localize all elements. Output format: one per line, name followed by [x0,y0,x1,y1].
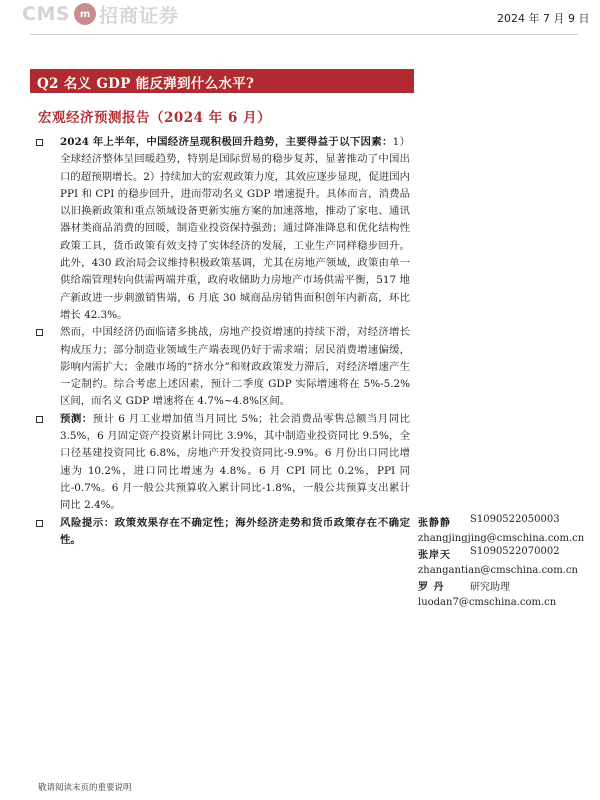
author-email: luodan7@cmschina.com.cn [418,597,557,608]
author-name: 罗 丹 [418,582,445,593]
risk-paragraph [36,515,410,550]
paragraph-text: 预计 6 月工业增加值当月同比 5%；社会消费品零售总额当月同比 3.5%，6 月固定资产投资累计同比 3.9%，其中制造业投资同比 9.5%，全口径基建投资同比 6.8%，房地产开发投资同比-9.9%。6 月份出口同比增速为 10.2%，进口同比增速为 4.8%。6 月 CPI 同比 0.2%，PPI 同比-0.7%。6 月一般公共预算收入累计同比-1.8%，一般公共预算支出累计同比 2.4%。 [60,412,410,512]
author-email: zhangjingjing@cmschina.com.cn [418,533,585,544]
paragraph-text: 1）全球经济整体呈回暖趋势，特别是国际贸易的稳步复苏，显著推动了中国出口的超预期增长。2）持续加大的宏观政策力度，其效应逐步显现，促进国内 PPI 和 CPI 的稳步回升，进而带动名义 GDP 增速提升。具体而言，消费品以旧换新政策和重点领域设备更新实施方案的加速落地，推动了家电、通讯器材类商品消费的回暖，制造业投资保持强劲；通过降准降息和优化结构性政策工具，货币政策有效支持了实体经济的发展，工业生产同样稳步回升。此外，430 政治局会议维持积极政策基调，尤其在房地产领域，政策由单一供给端管理转向供需两端并重，政府收储助力房地产市场供需平衡，517 地产新政进一步刺激销售端，6 月底 30 城商品房销售面积创年内新高，环比增长 42.3%。 [60,136,410,321]
report-subtitle: 宏观经济预测报告（2024 年 6 月） [38,110,272,126]
page-footer: 敬请阅读末页的重要说明 [38,783,132,793]
author-block-1 [418,514,584,544]
logo-cms-text: CMS [22,3,71,25]
author-id: S1090522070002 [470,546,560,557]
report-title: Q2 名义 GDP 能反弹到什么水平? [37,76,255,92]
cms-logo [22,2,179,26]
paragraph-text: 然而，中国经济仍面临诸多挑战，房地产投资增速的持续下滑，对经济增长构成压力；部分制造业领域生产端表现仍好于需求端；居民消费增速偏缓，影响内需扩大；金融市场的“挤水分”和财政政策发力滞后，对经济增速产生一定制约。综合考虑上述因素，预计二季度 GDP 实际增速将在 5%-5.2%区间，而名义 GDP 增速将在 4.7%~4.8%区间。 [60,326,410,408]
forecast-paragraph [36,411,410,515]
author-email: zhangantian@cmschina.com.cn [418,565,578,576]
paragraph-lead: 预测： [60,412,93,425]
author-block-3 [418,578,556,608]
author-id: S1090522050003 [470,514,560,525]
challenges-paragraph [36,324,410,410]
author-name: 张岸天 [418,550,451,561]
logo-seal-icon [74,3,96,25]
square-bullet-icon [36,329,43,336]
report-date: 2024 年 7 月 9 日 [497,12,590,25]
header-divider [30,34,578,35]
author-name: 张静静 [418,518,451,529]
risk-lead: 风险提示： [60,516,115,529]
logo-seal-mark: m [79,8,91,20]
square-bullet-icon [36,416,43,423]
author-block-2 [418,546,578,576]
square-bullet-icon [36,520,43,527]
page-header [0,0,600,36]
logo-chinese-text: 招商证券 [99,4,180,27]
risk-text: 政策效果存在不确定性；海外经济走势和货币政策存在不确定性。 [60,516,411,546]
report-title-bar [30,69,414,93]
report-body [36,134,410,549]
square-bullet-icon [36,139,43,146]
author-role: 研究助理 [470,582,510,593]
paragraph-lead: 2024 年上半年，中国经济呈现积极回升趋势，主要得益于以下因素： [60,136,393,148]
summary-paragraph [36,134,410,324]
